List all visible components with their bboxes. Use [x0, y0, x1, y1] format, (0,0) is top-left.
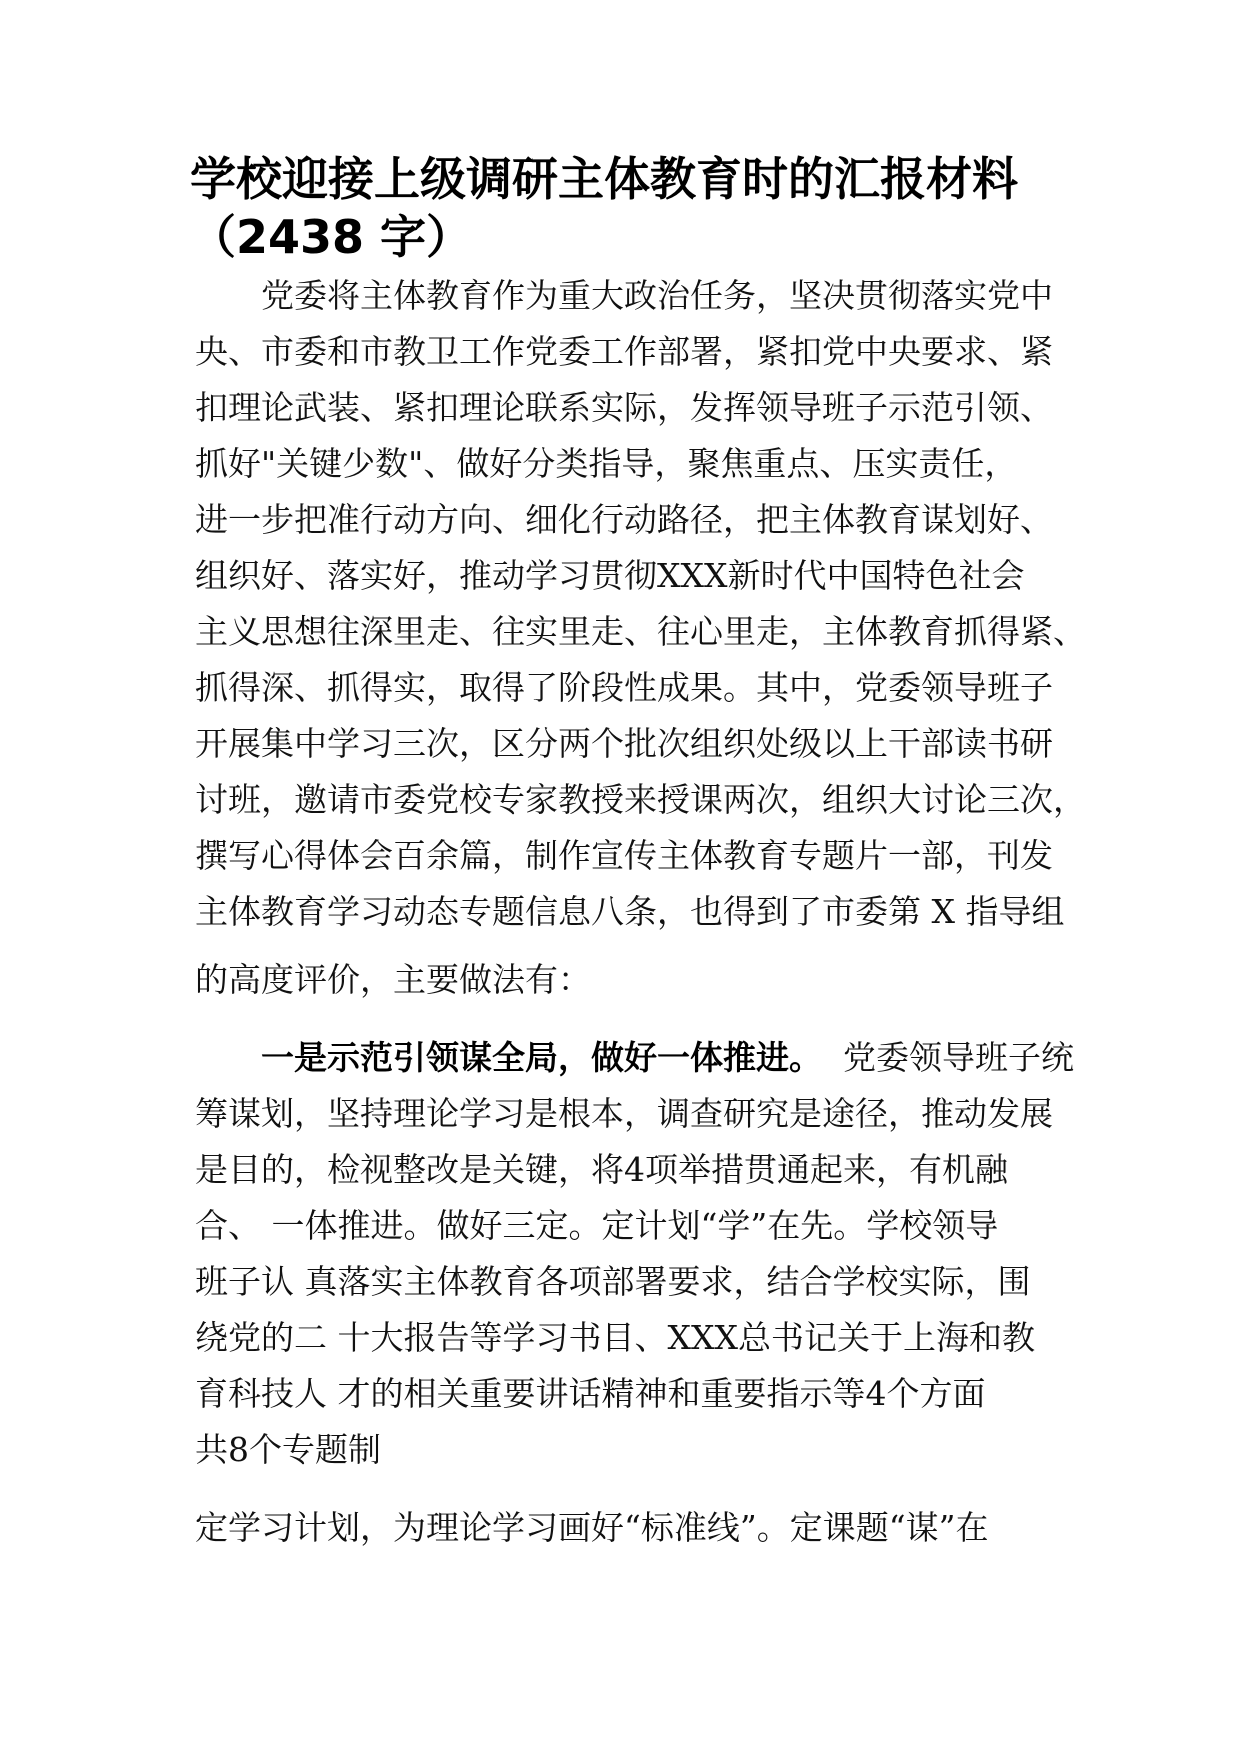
text-line: 定学习计划，为理论学习画好“标准线”。定课题“谋”在: [195, 1508, 989, 1547]
paragraph-continuation: [195, 1500, 1075, 1556]
text-line: 讨班，邀请市委党校专家教授来授课两次，组织大讨论三次，: [195, 780, 1086, 819]
text-line: 班子认 真落实主体教育各项部署要求，结合学校实际，围: [195, 1262, 1031, 1301]
point-text: 党委领导班子统: [822, 1038, 1074, 1077]
text-line: 扣理论武装、紧扣理论联系实际，发挥领导班子示范引领、: [195, 388, 1053, 427]
text-line: 撰写心得体会百余篇，制作宣传主体教育专题片一部，刊发: [195, 836, 1053, 875]
document-title: [190, 150, 1070, 266]
text-line: 主体教育学习动态专题信息八条，也得到了市委第 X 指导组: [195, 892, 1065, 931]
text-line: 共8个专题制: [195, 1430, 381, 1469]
text-line: 进一步把准行动方向、细化行动路径，把主体教育谋划好、: [195, 500, 1053, 539]
title-line-2: （2438 字）: [190, 210, 473, 264]
text-line: 开展集中学习三次，区分两个批次组织处级以上干部读书研: [195, 724, 1053, 763]
text-line: 育科技人 才的相关重要讲话精神和重要指示等4个方面: [195, 1374, 986, 1413]
text-line: 组织好、落实好，推动学习贯彻XXX新时代中国特色社会: [195, 556, 1025, 595]
point-heading: 一是示范引领谋全局，做好一体推进。: [195, 1038, 822, 1077]
title-line-1: 学校迎接上级调研主体教育时的汇报材料: [190, 152, 1018, 206]
text-line: 合、 一体推进。做好三定。定计划“学”在先。学校领导: [195, 1206, 999, 1245]
text-line: [195, 1030, 1075, 1086]
text-line: 党委将主体教育作为重大政治任务，坚决贯彻落实党中: [195, 276, 1053, 315]
document-body: [195, 268, 1086, 1556]
text-line: 央、市委和市教卫工作党委工作部署，紧扣党中央要求、紧: [195, 332, 1053, 371]
text-line: 抓得深、抓得实，取得了阶段性成果。其中，党委领导班子: [195, 668, 1053, 707]
text-line: 绕党的二 十大报告等学习书目、XXX总书记关于上海和教: [195, 1318, 1035, 1357]
text-line: 的高度评价，主要做法有：: [195, 960, 591, 999]
text-line: 抓好"关键少数"、做好分类指导，聚焦重点、压实责任，: [195, 444, 1018, 483]
text-line: 主义思想往深里走、往实里走、往心里走，主体教育抓得紧、: [195, 612, 1086, 651]
text-line: 是目的，检视整改是关键，将4项举措贯通起来，有机融: [195, 1150, 1008, 1189]
text-line: 筹谋划，坚持理论学习是根本，调查研究是途径，推动发展: [195, 1094, 1053, 1133]
paragraph-point-one: [195, 1030, 1075, 1478]
paragraph-intro: [195, 268, 1086, 1008]
